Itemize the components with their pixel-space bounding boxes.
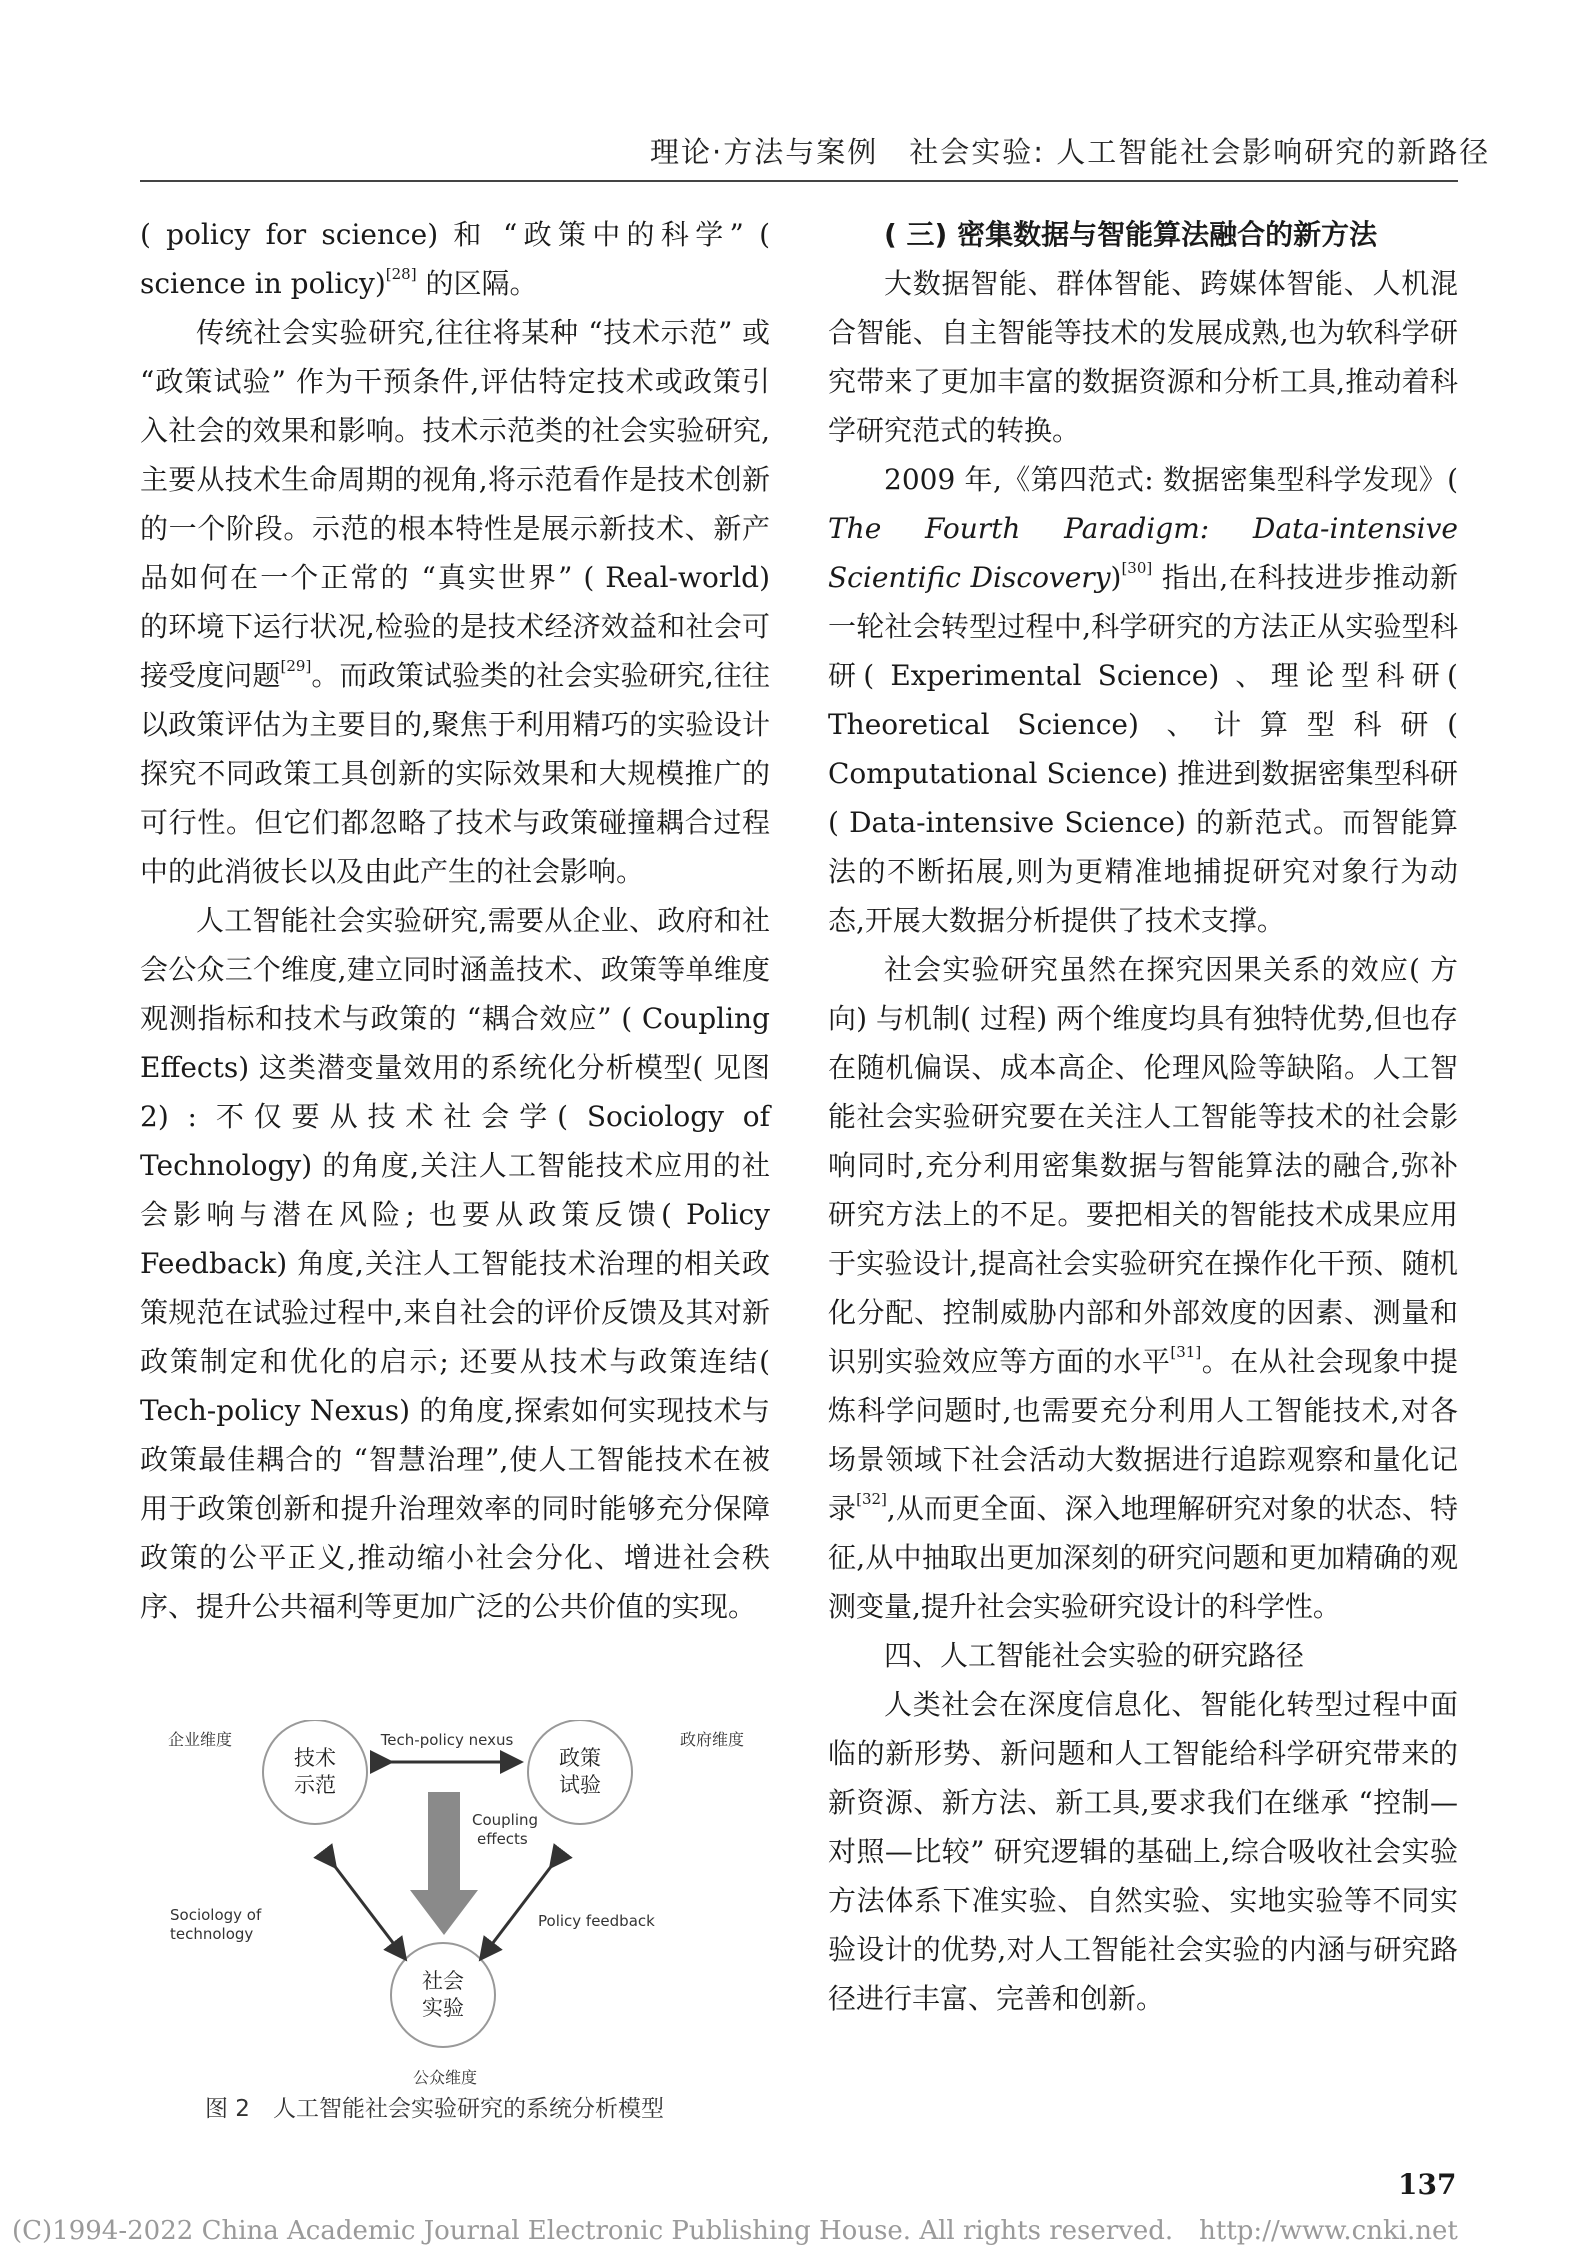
figure-system-model bbox=[160, 1720, 780, 2090]
book-title-italic: The Fourth Paradigm: Data-intensive Scientific Discovery bbox=[828, 512, 1458, 594]
paragraph-text: ) bbox=[1110, 561, 1122, 594]
paragraph-text: 传统社会实验研究,往往将某种 “技术示范” 或 “政策试验” 作为干预条件,评估特定技术或政策引入社会的效果和影响。技术示范类的社会实验研究,主要从技术生命周期的视角,将示范看作是技术创新的一个阶段。示范的根本特性是展示新技术、新产品如何在一个正常的 “真实世界” ( Real-world) 的环境下运行状况,检验的是技术经济效益和社会可接受度问题 bbox=[140, 316, 770, 692]
arrow-coupling-effects bbox=[410, 1792, 478, 1935]
node-label: 试验 bbox=[559, 1773, 601, 1797]
paragraph-text: 2009 年,《第四范式: 数据密集型科学发现》( bbox=[884, 463, 1458, 496]
paragraph-text: 的区隔。 bbox=[416, 267, 538, 300]
header-rule bbox=[140, 180, 1458, 182]
node-label: 政策 bbox=[559, 1746, 601, 1770]
paragraph bbox=[828, 455, 1458, 945]
dimension-label-public: 公众维度 bbox=[413, 2068, 478, 2087]
paragraph: 大数据智能、群体智能、跨媒体智能、人机混合智能、自主智能等技术的发展成熟,也为软科学研究带来了更加丰富的数据资源和分析工具,推动着科学研究范式的转换。 bbox=[828, 267, 1458, 447]
node-label: 实验 bbox=[422, 1996, 464, 2020]
page-number: 137 bbox=[1398, 2168, 1457, 2201]
node-label: 技术 bbox=[294, 1746, 336, 1770]
section-heading: ( 三) 密集数据与智能算法融合的新方法 bbox=[884, 218, 1378, 251]
model-diagram bbox=[160, 1720, 780, 2090]
paragraph-text: 指出,在科技进步推动新一轮社会转型过程中,科学研究的方法正从实验型科研( Experimental Science) 、理论型科研( Theoretical Science) 、计算型科研( Computational Science) 推进到数据密集型科研( Data-intensive Science) 的新范式。而智能算法的不断拓展,则为更精准地捕捉研究对象行为动态,开展大数据分析提供了技术支撑。 bbox=[828, 561, 1458, 937]
right-column bbox=[828, 210, 1458, 2023]
node-label: 社会 bbox=[422, 1969, 464, 1993]
paragraph-text: ,从而更全面、深入地理解研究对象的状态、特征,从中抽取出更加深刻的研究问题和更加精确的观测变量,提升社会实验研究设计的科学性。 bbox=[828, 1492, 1458, 1623]
paragraph bbox=[140, 308, 770, 896]
paragraph-text: 。而政策试验类的社会实验研究,往往以政策评估为主要目的,聚焦于利用精巧的实验设计探究不同政策工具创新的实际效果和大规模推广的可行性。但它们都忽略了技术与政策碰撞耦合过程中的此消彼长以及由此产生的社会影响。 bbox=[140, 659, 770, 888]
paragraph bbox=[140, 210, 770, 308]
node-policy-trial bbox=[528, 1720, 632, 1824]
label-tech-policy-nexus: Tech-policy nexus bbox=[380, 1731, 514, 1749]
arrow-sociology bbox=[330, 1860, 400, 1952]
paragraph: 人类社会在深度信息化、智能化转型过程中面临的新形势、新问题和人工智能给科学研究带来的新资源、新方法、新工具,要求我们在继承 “控制—对照—比较” 研究逻辑的基础上,综合吸收社会实验方法体系下准实验、自然实验、实地实验等不同实验设计的优势,对人工智能社会实验的内涵与研究路径进行丰富、完善和创新。 bbox=[828, 1688, 1458, 2015]
section-heading: 四、人工智能社会实验的研究路径 bbox=[884, 1639, 1305, 1672]
arrow-policy-feedback bbox=[486, 1860, 556, 1952]
running-header: 理论·方法与案例 社会实验: 人工智能社会影响研究的新路径 bbox=[650, 135, 1491, 169]
dimension-label-enterprise: 企业维度 bbox=[168, 1730, 233, 1749]
node-social-experiment bbox=[391, 1943, 495, 2047]
citation-ref: [29] bbox=[280, 657, 312, 675]
citation-ref: [32] bbox=[856, 1490, 887, 1508]
label-sociology: Sociology of bbox=[170, 1906, 262, 1924]
dimension-label-government: 政府维度 bbox=[680, 1730, 745, 1749]
paragraph-text: 社会实验研究虽然在探究因果关系的效应( 方向) 与机制( 过程) 两个维度均具有独特优势,但也存在随机偏误、成本高企、伦理风险等缺陷。人工智能社会实验研究要在关注人工智能等技术的社会影响同时,充分利用密集数据与智能算法的融合,弥补研究方法上的不足。要把相关的智能技术成果应用于实验设计,提高社会实验研究在操作化干预、随机化分配、控制威胁内部和外部效度的因素、测量和识别实验效应等方面的水平 bbox=[828, 953, 1458, 1378]
paragraph-text: 。在从社会现象中提炼科学问题时,也需要充分利用人工智能技术,对各场景领域下社会活动大数据进行追踪观察和量化记录 bbox=[828, 1345, 1458, 1525]
paragraph: 人工智能社会实验研究,需要从企业、政府和社会公众三个维度,建立同时涵盖技术、政策等单维度观测指标和技术与政策的 “耦合效应” ( Coupling Effects) 这类潜变量效用的系统化分析模型( 见图 2) : 不仅要从技术社会学( Sociology of Technology) 的角度,关注人工智能技术应用的社会影响与潜在风险; 也要从政策反馈( Policy Feedback) 角度,关注人工智能技术治理的相关政策规范在试验过程中,来自社会的评价反馈及其对新政策制定和优化的启示; 还要从技术与政策连结( Tech-policy Nexus) 的角度,探索如何实现技术与政策最佳耦合的 “智慧治理”,使人工智能技术在被用于政策创新和提升治理效率的同时能够充分保障政策的公平正义,推动缩小社会分化、增进社会秩序、提升公共福利等更加广泛的公共价值的实现。 bbox=[140, 904, 770, 1623]
paragraph-text: ( policy for science) 和 “政策中的科学” ( science in policy) bbox=[140, 218, 770, 300]
label-policy-feedback: Policy feedback bbox=[538, 1912, 655, 1930]
label-technology: technology bbox=[170, 1925, 254, 1943]
citation-ref: [28] bbox=[385, 265, 417, 283]
label-coupling: Coupling bbox=[472, 1811, 539, 1829]
node-label: 示范 bbox=[294, 1773, 336, 1797]
citation-ref: [30] bbox=[1121, 559, 1153, 577]
left-column bbox=[140, 210, 770, 1631]
paragraph bbox=[828, 945, 1458, 1631]
node-tech-demo bbox=[263, 1720, 367, 1824]
copyright-footer: (C)1994-2022 China Academic Journal Electronic Publishing House. All rights reserved. http://www.cnki.net bbox=[12, 2216, 1458, 2246]
citation-ref: [31] bbox=[1170, 1343, 1202, 1361]
label-effects: effects bbox=[477, 1830, 528, 1848]
figure-caption: 图 2 人工智能社会实验研究的系统分析模型 bbox=[205, 2096, 664, 2122]
